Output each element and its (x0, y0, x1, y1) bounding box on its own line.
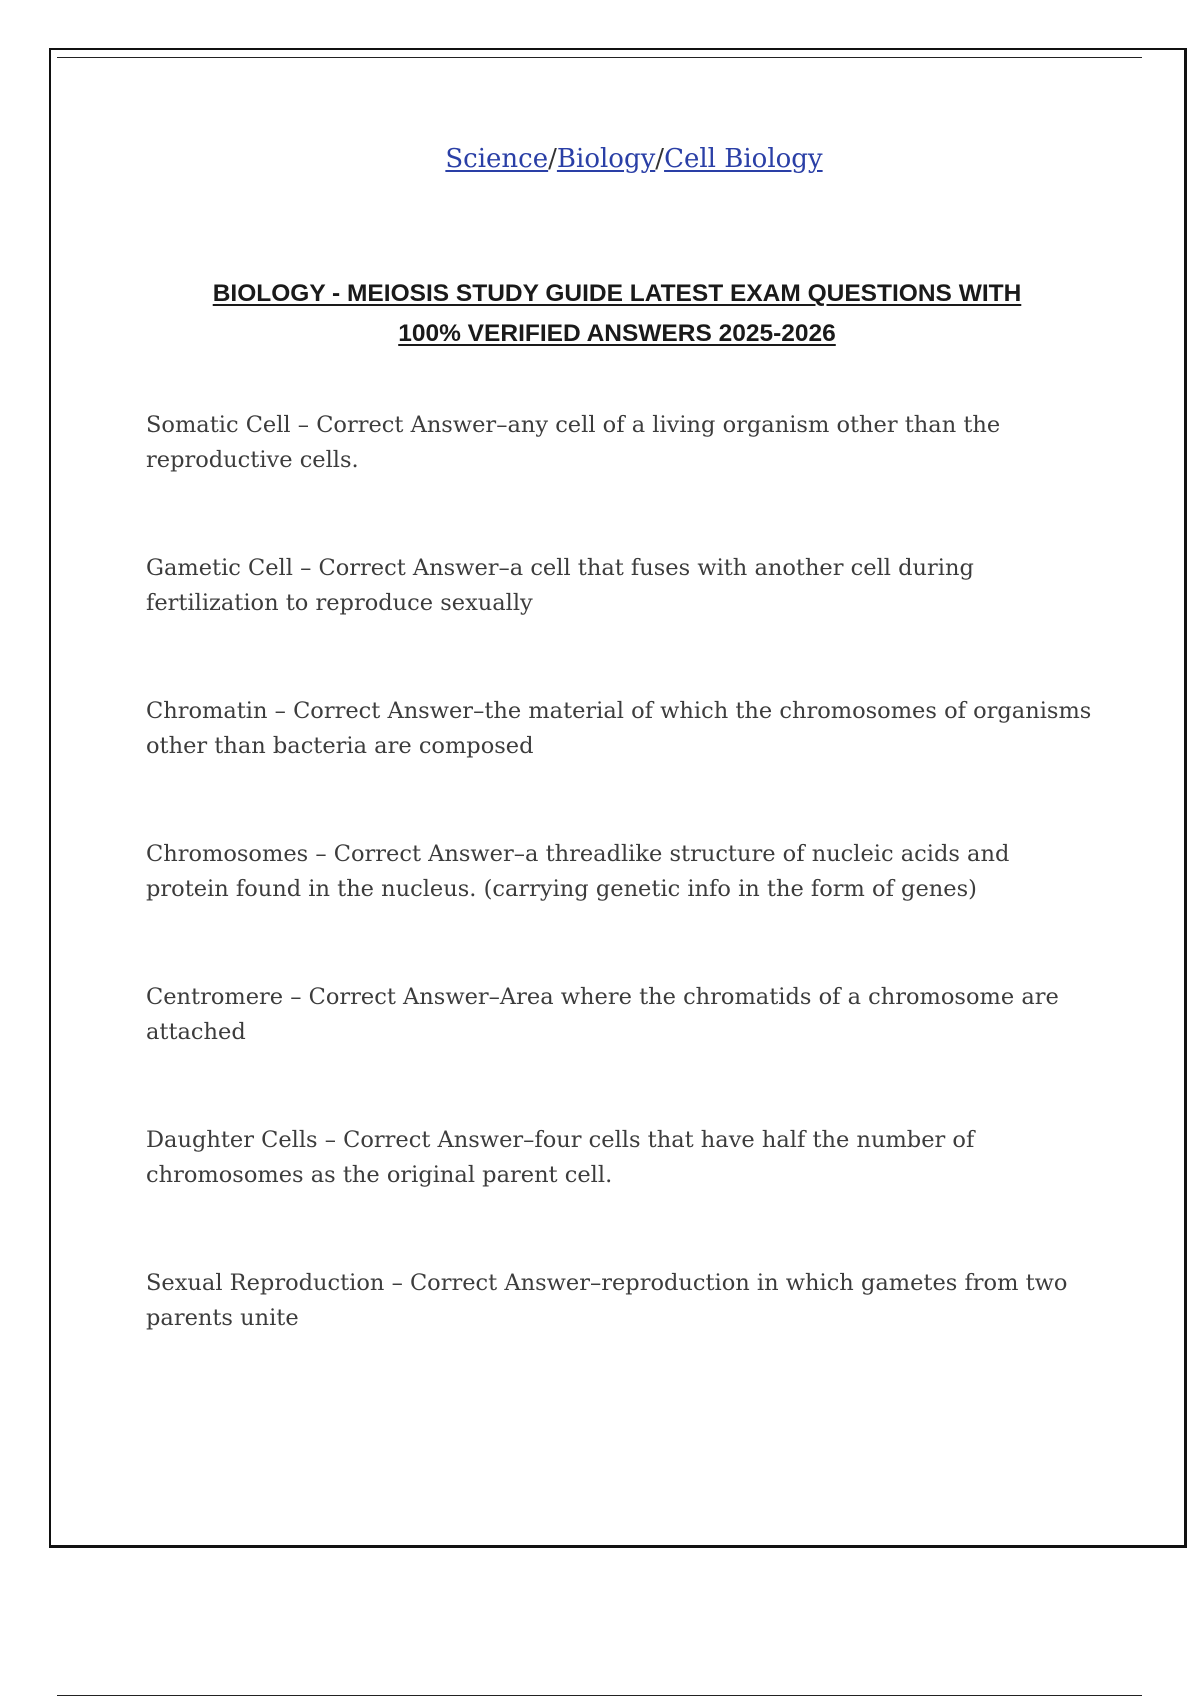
qa-item-chromosomes (146, 837, 1096, 980)
qa-dash: – (488, 984, 500, 1010)
qa-dash: – (498, 555, 510, 581)
qa-item-gametic-cell (146, 551, 1096, 694)
bottom-rule (57, 1695, 1142, 1696)
qa-label: Correct Answer (316, 412, 497, 438)
document-title (120, 274, 1114, 354)
qa-term: Somatic Cell (146, 412, 291, 438)
qa-dash: – (589, 1270, 602, 1296)
qa-term: Chromosomes (146, 841, 309, 867)
qa-dash: – (473, 698, 485, 724)
qa-dash: – (324, 1127, 336, 1153)
qa-answer: four cells that have half the number of chromosomes as the original parent cell. (146, 1127, 975, 1188)
qa-dash: – (315, 841, 327, 867)
top-rule (57, 57, 1142, 58)
qa-item-somatic-cell (146, 408, 1096, 551)
qa-dash: – (513, 841, 525, 867)
breadcrumb-link-science[interactable]: Science (445, 144, 549, 174)
qa-dash: – (523, 1127, 535, 1153)
qa-item-chromatin (146, 694, 1096, 837)
breadcrumb-separator: / (655, 144, 665, 174)
qa-item-daughter-cells (146, 1123, 1096, 1266)
breadcrumb (0, 144, 1200, 174)
qa-answer: a cell that fuses with another cell during fertilization to reproduce sexually (146, 555, 974, 616)
qa-answer: reproduction in which gametes from two parents unite (146, 1270, 1068, 1331)
qa-answer: any cell of a living organism other than the reproductive cells. (146, 412, 1001, 473)
qa-item-centromere (146, 980, 1096, 1123)
document-title-line-2: 100% VERIFIED ANSWERS 2025-2026 (398, 320, 836, 348)
qa-term: Sexual Reproduction (146, 1270, 385, 1296)
qa-dash: – (274, 698, 286, 724)
qa-answer: a threadlike structure of nucleic acids and protein found in the nucleus. (carrying genetic info in the form of genes) (146, 841, 1010, 902)
qa-label: Correct Answer (409, 1270, 590, 1296)
qa-term: Centromere (146, 984, 284, 1010)
breadcrumb-link-biology[interactable]: Biology (556, 144, 656, 174)
qa-answer: the material of which the chromosomes of organisms other than bacteria are composed (146, 698, 1092, 759)
breadcrumb-link-cell-biology[interactable]: Cell Biology (664, 144, 823, 174)
qa-label: Correct Answer (293, 698, 474, 724)
qa-dash: – (297, 412, 310, 438)
qa-label: Correct Answer (318, 555, 499, 581)
qa-list (146, 408, 1096, 1409)
qa-dash: – (496, 412, 508, 438)
qa-item-sexual-reproduction (146, 1266, 1096, 1409)
qa-dash: – (300, 555, 312, 581)
breadcrumb-separator: / (548, 144, 557, 174)
qa-term: Daughter Cells (146, 1127, 318, 1153)
qa-term: Chromatin (146, 698, 268, 724)
qa-label: Correct Answer (333, 841, 514, 867)
qa-label: Correct Answer (343, 1127, 524, 1153)
qa-answer: Area where the chromatids of a chromosome are attached (146, 984, 1059, 1045)
qa-label: Correct Answer (308, 984, 489, 1010)
qa-term: Gametic Cell (146, 555, 293, 581)
qa-dash: – (391, 1270, 403, 1296)
document-title-line-1: BIOLOGY - MEIOSIS STUDY GUIDE LATEST EXAM QUESTIONS WITH (212, 280, 1022, 308)
qa-dash: – (290, 984, 302, 1010)
